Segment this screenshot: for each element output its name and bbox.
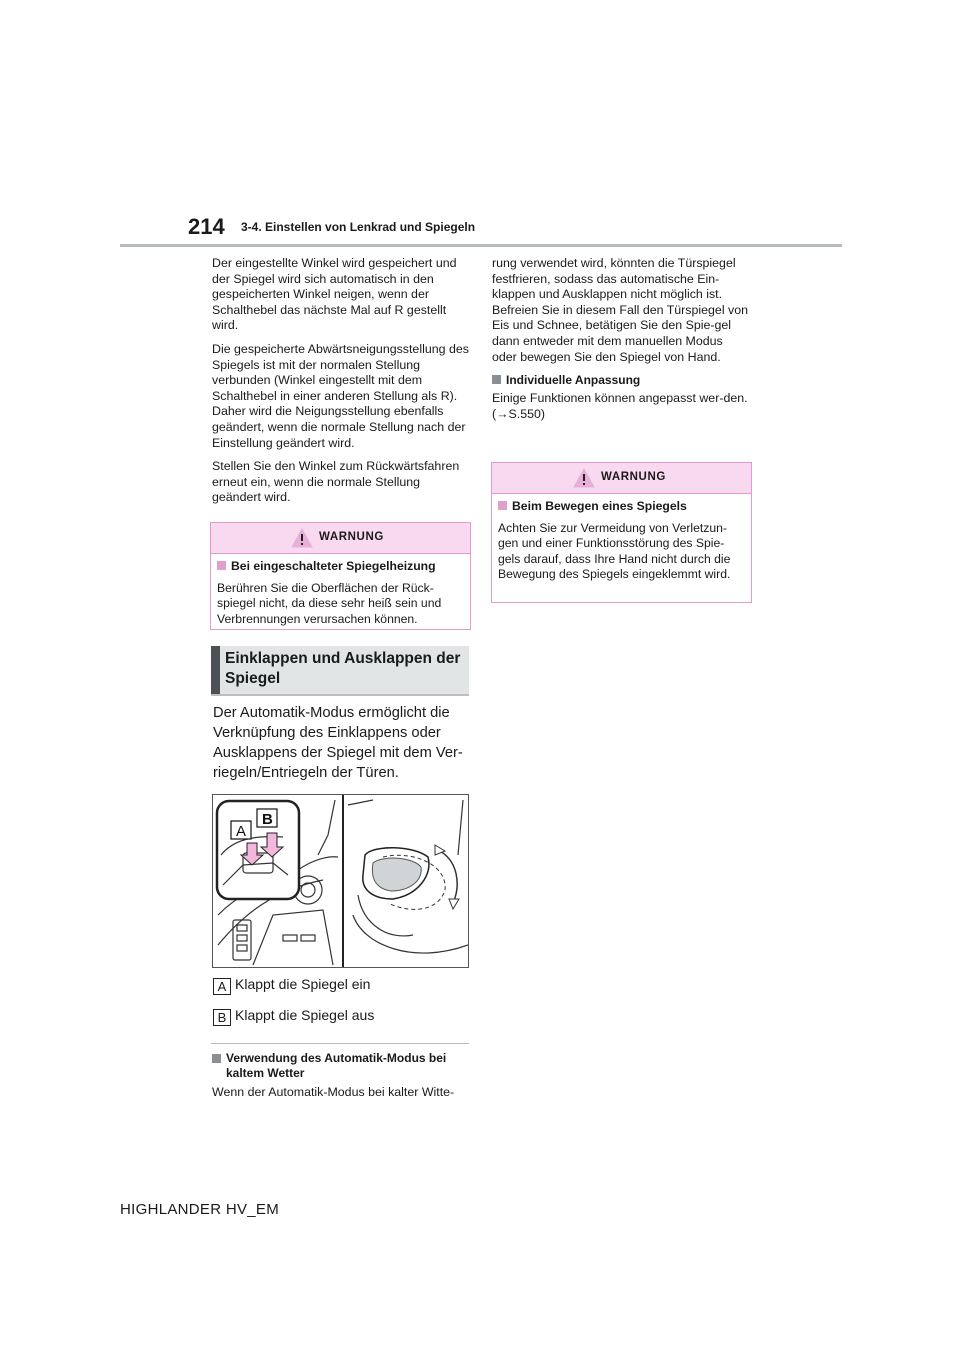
callout-a-label: A — [236, 823, 247, 840]
continued-paragraph: rung verwendet wird, könnten die Türspiegel festfrieren, sodass das automatische Ein-klappen und Ausklappen nicht möglich ist. Befreien Sie in diesem Fall den Türspiegel von Eis und Schnee, betätigen Sie den Spie-gel dann entweder mit dem manuellen Modus oder bewegen Sie den Spiegel von Hand. — [492, 256, 748, 364]
bullet-square-icon — [217, 561, 226, 570]
mirror-fold-illustration — [212, 794, 469, 968]
label-key-b: B — [213, 1009, 231, 1026]
warning-triangle-icon — [291, 528, 313, 548]
section-heading: Einklappen und Ausklappen der Spiegel — [225, 650, 461, 687]
label-key-a: A — [213, 978, 231, 995]
paragraph: Die gespeicherte Abwärtsneigungsstellung des Spiegels ist mit der normalen Stellung verbunden (Winkel eingestellt mit dem Schalthebel in einer anderen Stellung als R). Daher wird die Neigungsstellung ebenfalls geändert, wenn die normale Stellung nach der Einstellung geändert wird. — [212, 341, 469, 450]
left-intro-text — [212, 256, 470, 514]
warning-subheading: Beim Bewegen eines Spiegels — [512, 499, 687, 513]
label-a-text: Klappt die Spiegel ein — [235, 976, 371, 992]
section-heading-box — [211, 646, 469, 696]
custom-text: Einige Funktionen können angepasst wer-den. (→S.550) — [492, 391, 748, 421]
paragraph: Stellen Sie den Winkel zum Rückwärtsfahren erneut ein, wenn die normale Stellung geändert wird. — [212, 459, 460, 505]
bullet-square-icon — [212, 1054, 221, 1063]
header-divider — [120, 244, 842, 247]
warning-box-mirror-move — [491, 462, 752, 603]
warning-text: Berühren Sie die Oberflächen der Rück-spiegel nicht, da diese sehr heiß sein und Verbrennungen verursachen können. — [217, 580, 442, 626]
warning-header — [492, 463, 751, 494]
label-a-row — [213, 976, 370, 995]
subsection-divider — [211, 1043, 469, 1044]
paragraph: Der eingestellte Winkel wird gespeichert und der Spiegel wird sich automatisch in den gespeicherten Winkel neigen, wenn der Schalthebel das nächste Mal auf R gestellt wird. — [212, 256, 457, 333]
right-column-text — [492, 256, 750, 422]
callout-b-label: B — [262, 811, 273, 828]
label-b-text: Klappt die Spiegel aus — [235, 1007, 375, 1023]
warning-title: WARNUNG — [601, 471, 666, 483]
custom-heading: Individuelle Anpassung — [506, 373, 641, 388]
cold-weather-text: Wenn der Automatik-Modus bei kalter Witte- — [212, 1085, 455, 1099]
footer-model: HIGHLANDER HV_EM — [120, 1201, 279, 1218]
warning-box-heating — [210, 522, 471, 630]
warning-header — [211, 523, 470, 554]
heading-accent-bar — [211, 646, 220, 694]
lead-text: Der Automatik-Modus ermöglicht die Verknüpfung des Einklappens oder Ausklappens der Spiegel mit dem Ver-riegeln/Entriegeln der Türen. — [213, 705, 463, 781]
warning-triangle-icon — [573, 468, 595, 488]
section-title: 3-4. Einstellen von Lenkrad und Spiegeln — [241, 220, 476, 234]
bullet-square-icon — [492, 375, 501, 384]
bullet-square-icon — [498, 501, 507, 510]
cold-weather-section — [212, 1051, 470, 1101]
warning-subheading: Bei eingeschalteter Spiegelheizung — [231, 559, 436, 573]
warning-text: Achten Sie zur Vermeidung von Verletzun-gen und einer Funktionsstörung des Spie-gels darauf, dass Ihre Hand nicht durch die Bewegung des Spiegels eingeklemmt wird. — [498, 520, 731, 582]
label-b-row — [213, 1007, 374, 1026]
page-number: 214 — [188, 214, 225, 239]
illustration-svg — [213, 795, 468, 967]
cold-weather-heading: Verwendung des Automatik-Modus bei kaltem Wetter — [226, 1051, 447, 1080]
warning-title: WARNUNG — [319, 531, 384, 543]
